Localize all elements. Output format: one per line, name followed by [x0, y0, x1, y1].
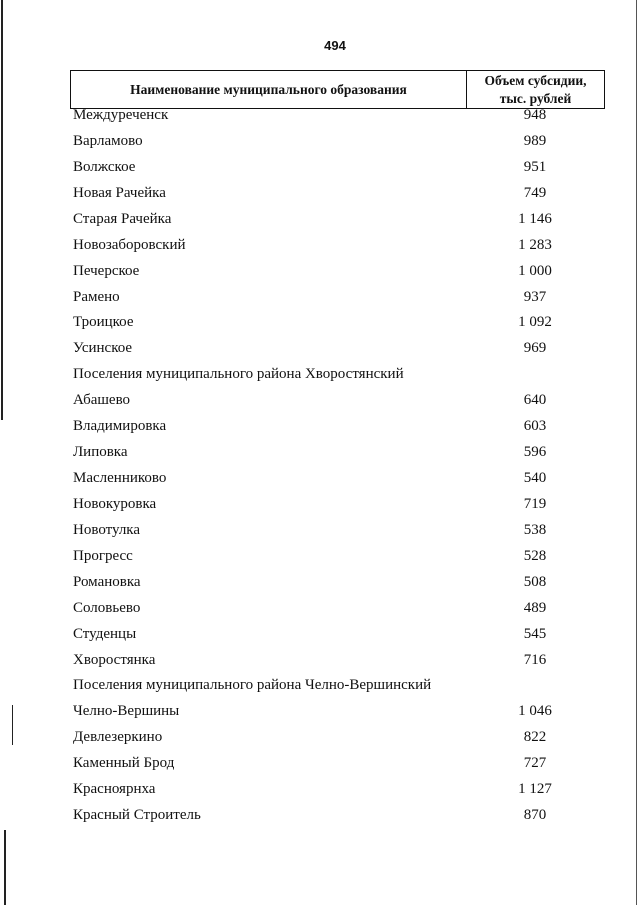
section-heading-row — [0, 675, 640, 695]
subsidy-value: 1 046 — [518, 703, 552, 720]
table-row — [0, 598, 640, 618]
table-row — [0, 312, 640, 332]
municipality-name: Волжское — [73, 158, 136, 175]
municipality-name: Новозаборовский — [73, 236, 186, 253]
municipality-name: Каменный Брод — [73, 755, 175, 772]
section-heading: Поселения муниципального района Челно-Вершинский — [73, 677, 432, 694]
subsidy-value: 540 — [523, 470, 547, 487]
subsidy-value: 969 — [523, 340, 547, 357]
subsidy-value: 489 — [523, 599, 547, 616]
table-row — [0, 287, 640, 307]
table-row — [0, 520, 640, 540]
table-row — [0, 416, 640, 436]
subsidy-value: 545 — [523, 625, 547, 642]
municipality-name: Прогресс — [73, 547, 133, 564]
subsidy-value: 749 — [523, 184, 547, 201]
subsidy-value: 727 — [523, 755, 547, 772]
subsidy-value: 937 — [523, 288, 547, 305]
page-number: 494 — [324, 38, 346, 53]
table-row — [0, 338, 640, 358]
municipality-name: Хворостянка — [73, 651, 156, 668]
table-row — [0, 624, 640, 644]
table-row — [0, 183, 640, 203]
subsidy-value: 1 092 — [518, 314, 552, 331]
municipality-name: Романовка — [73, 573, 141, 590]
municipality-name: Челно-Вершины — [73, 703, 180, 720]
table-row — [0, 753, 640, 773]
subsidy-value: 948 — [523, 107, 547, 123]
subsidy-value: 640 — [523, 392, 547, 409]
subsidy-value: 596 — [523, 444, 547, 461]
table-row — [0, 442, 640, 462]
municipality-name: Печерское — [73, 262, 140, 279]
subsidy-value: 1 127 — [518, 781, 552, 798]
subsidy-value: 538 — [523, 521, 547, 538]
section-heading: Поселения муниципального района Хворостянский — [73, 366, 404, 383]
subsidy-value: 528 — [523, 547, 547, 564]
municipality-name: Девлезеркино — [73, 729, 163, 746]
municipality-name: Соловьево — [73, 599, 141, 616]
municipality-name: Красный Строитель — [73, 807, 201, 824]
municipality-name: Новотулка — [73, 521, 141, 538]
column-header-value — [467, 72, 604, 108]
subsidy-value: 870 — [523, 807, 547, 824]
municipality-name: Старая Рачейка — [73, 210, 172, 227]
municipality-name: Студенцы — [73, 625, 137, 642]
municipality-name: Троицкое — [73, 314, 134, 331]
subsidy-value: 508 — [523, 573, 547, 590]
table-row — [0, 209, 640, 229]
municipality-name: Новокуровка — [73, 495, 157, 512]
subsidy-value: 603 — [523, 418, 547, 435]
municipality-name: Масленниково — [73, 470, 167, 487]
table-row — [0, 572, 640, 592]
table-row — [0, 468, 640, 488]
table-row — [0, 390, 640, 410]
municipality-name: Красноярнха — [73, 781, 156, 798]
table-row — [0, 701, 640, 721]
column-header-name: Наименование муниципального образования — [130, 82, 407, 97]
scan-edge-artifact — [4, 830, 6, 905]
column-header-value-line2: тыс. рублей — [499, 91, 572, 106]
municipality-name: Варламово — [73, 132, 143, 149]
subsidy-value: 1 146 — [518, 210, 552, 227]
subsidy-value: 1 000 — [518, 262, 552, 279]
subsidy-value: 716 — [523, 651, 547, 668]
subsidy-value: 719 — [523, 495, 547, 512]
table-row — [0, 805, 640, 825]
table-row — [0, 779, 640, 799]
table-row — [0, 650, 640, 670]
municipality-name: Липовка — [73, 444, 128, 461]
table-row — [0, 727, 640, 747]
municipality-name: Междуреченск — [73, 107, 169, 123]
subsidy-value: 1 283 — [518, 236, 552, 253]
municipality-name: Абашево — [73, 392, 131, 409]
table-row — [0, 235, 640, 255]
column-header-value-line1: Объем субсидии, — [484, 73, 587, 88]
municipality-name: Рамено — [73, 288, 120, 305]
municipality-name: Владимировка — [73, 418, 167, 435]
table-row — [0, 546, 640, 566]
municipality-name: Усинское — [73, 340, 133, 357]
table-row — [0, 261, 640, 281]
table-row — [0, 131, 640, 151]
table-header — [70, 70, 605, 109]
subsidy-value: 989 — [523, 132, 547, 149]
table-row — [0, 494, 640, 514]
subsidy-value: 822 — [523, 729, 547, 746]
subsidy-value: 951 — [523, 158, 547, 175]
section-heading-row — [0, 364, 640, 384]
table-row — [0, 157, 640, 177]
municipality-name: Новая Рачейка — [73, 184, 166, 201]
table-row — [0, 105, 640, 125]
